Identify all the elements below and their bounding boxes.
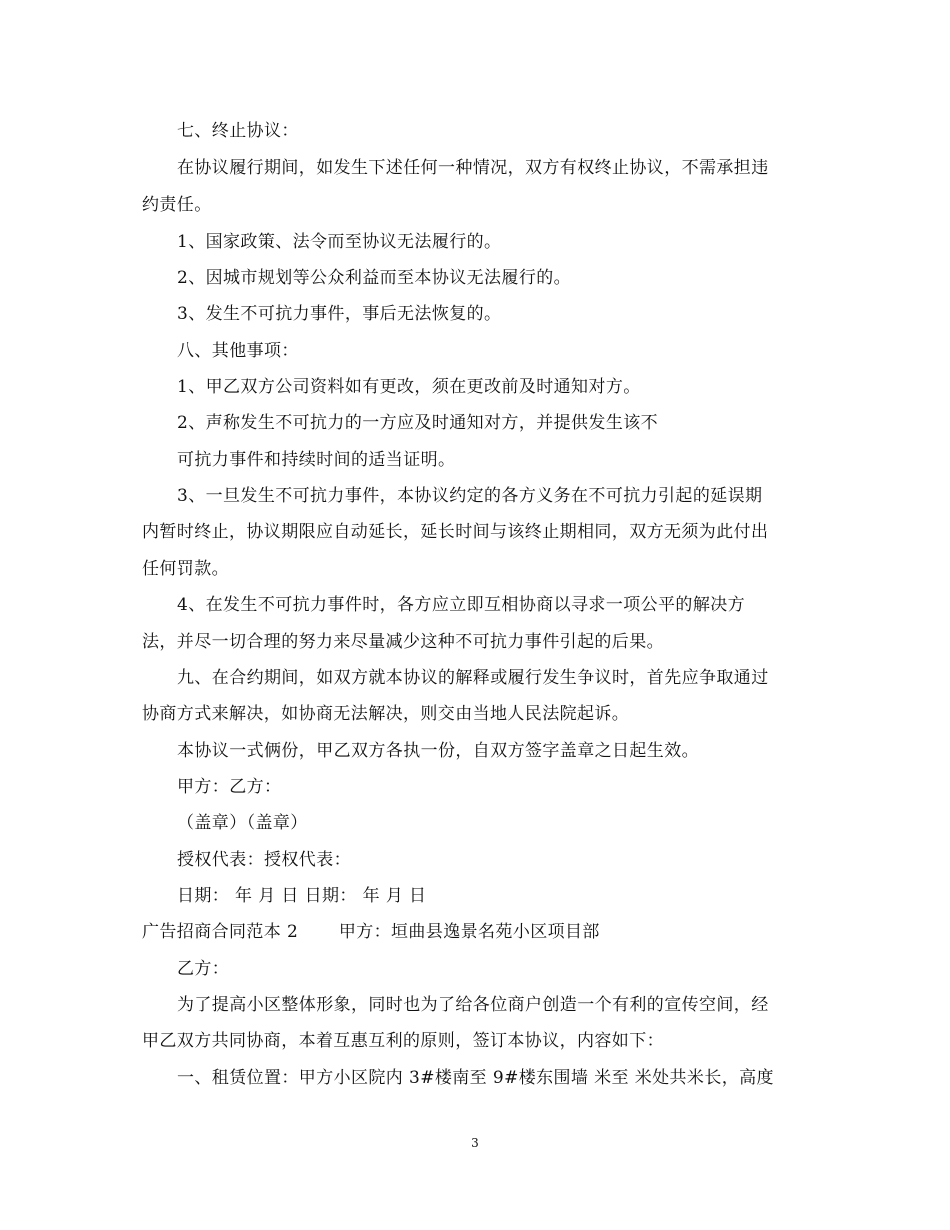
paragraph-line: 一、租赁位置：甲方小区院内 3#楼南至 9#楼东围墙 米至 米处共米长，高度: [177, 1068, 774, 1088]
party-b-line: 乙方：: [177, 959, 230, 979]
paragraph-line: 为了提高小区整体形象，同时也为了给各位商户创造一个有利的宣传空间，经: [177, 995, 769, 1015]
list-item: 3、一旦发生不可抗力事件，本协议约定的各方义务在不可抗力引起的延误期: [177, 486, 763, 506]
list-item: 1、甲乙双方公司资料如有更改，须在更改前及时通知对方。: [177, 377, 641, 397]
page-number: 3: [471, 1136, 479, 1150]
list-item: 1、国家政策、法令而至协议无法履行的。: [177, 232, 502, 252]
list-item: 2、因城市规划等公众利益而至本协议无法履行的。: [177, 268, 572, 288]
paragraph-line: 可抗力事件和持续时间的适当证明。: [177, 450, 456, 470]
paragraph-line: 法，并尽一切合理的努力来尽量减少这种不可抗力事件引起的后果。: [142, 632, 664, 652]
list-item: 4、在发生不可抗力事件时，各方应立即互相协商以寻求一项公平的解决方: [177, 595, 746, 615]
paragraph-line: 任何罚款。: [142, 559, 229, 579]
section-heading-disputes: 九、在合约期间，如双方就本协议的解释或履行发生争议时，首先应争取通过: [177, 668, 769, 688]
contract-title-line: 广告招商合同范本 2 甲方：垣曲县逸景名苑小区项目部: [142, 922, 600, 942]
signature-seals: （盖章）（盖章）: [177, 813, 308, 833]
paragraph-line: 在协议履行期间，如发生下述任何一种情况，双方有权终止协议，不需承担违: [177, 158, 769, 178]
paragraph-line: 协商方式来解决，如协商无法解决，则交由当地人民法院起诉。: [142, 704, 630, 724]
signature-dates: 日期： 年 月 日 日期： 年 月 日: [177, 886, 427, 906]
section-heading-other-matters: 八、其他事项：: [177, 341, 299, 361]
signature-representatives: 授权代表：授权代表：: [177, 850, 351, 870]
paragraph-line: 本协议一式俩份，甲乙双方各执一份，自双方签字盖章之日起生效。: [177, 741, 699, 761]
paragraph-line: 甲乙双方共同协商，本着互惠互利的原则，签订本协议，内容如下：: [142, 1031, 664, 1051]
paragraph-line: 约责任。: [142, 195, 212, 215]
list-item: 3、发生不可抗力事件，事后无法恢复的。: [177, 304, 502, 324]
section-heading-terminate: 七、终止协议：: [177, 121, 299, 141]
paragraph-line: 内暂时终止，协议期限应自动延长，延长时间与该终止期相同，双方无须为此付出: [142, 522, 769, 542]
list-item: 2、声称发生不可抗力的一方应及时通知对方，并提供发生该不: [177, 413, 659, 433]
signature-parties: 甲方：乙方：: [177, 777, 282, 797]
